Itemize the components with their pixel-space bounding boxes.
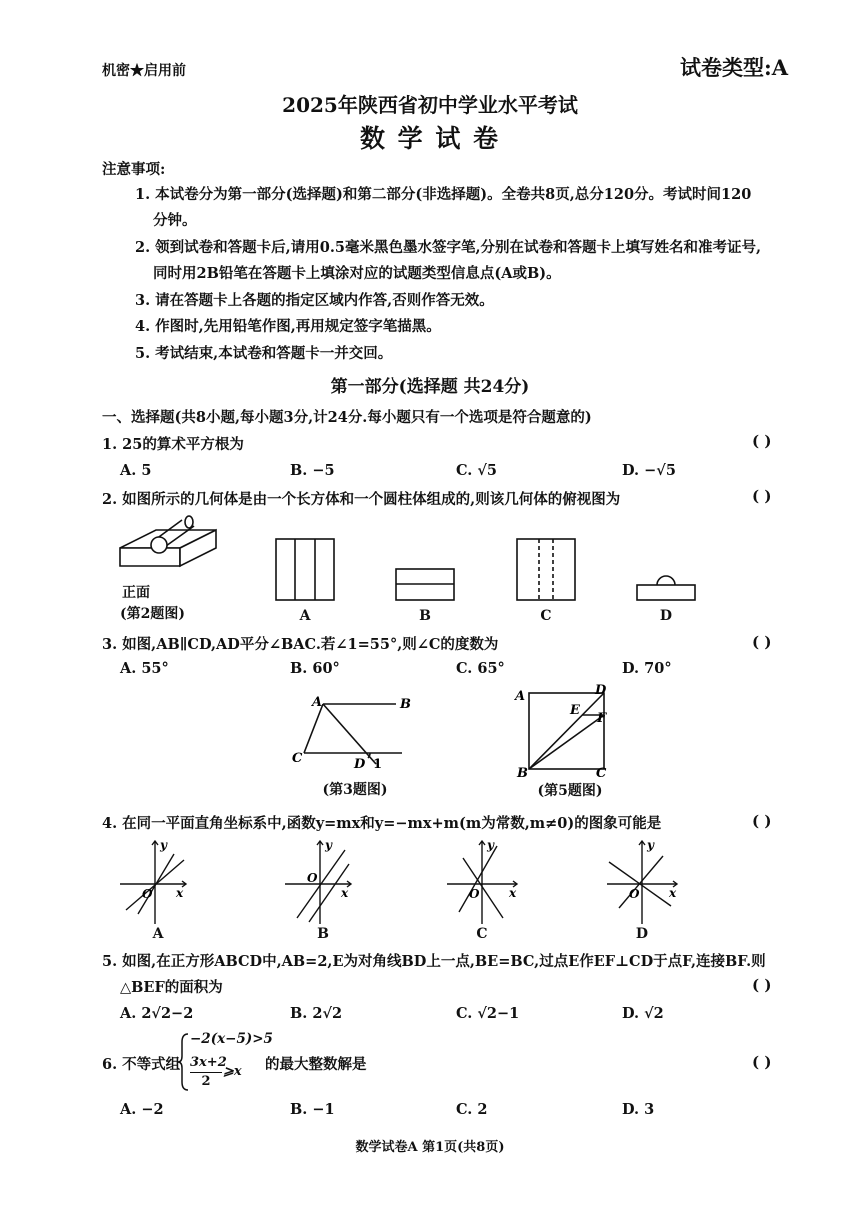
- q2-view-a: [275, 538, 335, 601]
- q5-stem-line2: △BEF的面积为: [120, 979, 223, 996]
- q4b-origin-label: O: [307, 871, 318, 885]
- q4c-x-label: x: [509, 886, 517, 900]
- q4d-origin-label: O: [629, 887, 640, 901]
- q2-view-d: [636, 566, 696, 601]
- q5-figure: [512, 684, 617, 779]
- confidential-label: 机密★启用前: [102, 63, 186, 79]
- q1-option-b: B. −5: [290, 462, 335, 479]
- q4-label-a: A: [152, 926, 164, 942]
- note-3: 3. 请在答题卡上各题的指定区域内作答,否则作答无效。: [135, 292, 494, 309]
- q3-label-c: C: [292, 751, 303, 766]
- q5-option-d: D. √2: [622, 1005, 664, 1022]
- q3-option-d: D. 70°: [622, 660, 672, 677]
- q4-stem: 4. 在同一平面直角坐标系中,函数y=mx和y=−mx+m(m为常数,m≠0)的图象可能是: [102, 815, 662, 832]
- q2-view-c: [516, 538, 576, 601]
- q6-fraction-denominator: 2: [201, 1074, 211, 1089]
- q2-label-a: A: [299, 608, 311, 624]
- q6-option-c: C. 2: [456, 1101, 488, 1118]
- q5-label-d: D: [595, 683, 607, 698]
- note-5: 5. 考试结束,本试卷和答题卡一并交回。: [135, 345, 393, 362]
- q1-stem: 1. 25的算术平方根为: [102, 436, 244, 453]
- q5-label-e: E: [570, 703, 580, 718]
- q5-label-b: B: [517, 766, 528, 781]
- section-heading: 一、选择题(共8小题,每小题3分,计24分.每小题只有一个选项是符合题意的): [102, 409, 592, 426]
- note-2: 2. 领到试卷和答题卡后,请用0.5毫米黑色墨水签字笔,分别在试卷和答题卡上填写姓名和准考证号,: [135, 239, 762, 256]
- q4-label-d: D: [635, 926, 649, 942]
- note-4: 4. 作图时,先用铅笔作图,再用规定签字笔描黑。: [135, 318, 441, 335]
- q6-inequality-1: −2(x−5)>5: [190, 1031, 273, 1047]
- q4-graph-c: [445, 836, 521, 926]
- q4a-x-label: x: [176, 886, 184, 900]
- q3-label-d: D: [354, 757, 366, 772]
- q4a-origin-label: O: [142, 887, 153, 901]
- q2-answer-paren: ( ): [752, 487, 772, 505]
- q5-stem-line1: 5. 如图,在正方形ABCD中,AB=2,E为对角线BD上一点,BE=BC,过点E作EF⊥CD于点F,连接BF.则: [102, 953, 766, 970]
- q5-option-a: A. 2√2−2: [120, 1005, 194, 1022]
- q4c-y-label: y: [487, 838, 494, 852]
- q4-graph-d: [605, 836, 681, 926]
- q4d-y-label: y: [647, 838, 654, 852]
- q3-figure-caption: (第3题图): [322, 782, 388, 798]
- q3-label-b: B: [400, 697, 411, 712]
- note-1-cont: 分钟。: [153, 212, 197, 229]
- q5-figure-caption: (第5题图): [537, 783, 603, 799]
- q5-option-c: C. √2−1: [456, 1005, 520, 1022]
- q5-label-a: A: [515, 689, 526, 704]
- q4-label-b: B: [317, 926, 329, 942]
- q3-stem: 3. 如图,AB∥CD,AD平分∠BAC.若∠1=55°,则∠C的度数为: [102, 636, 499, 653]
- q5-label-f: F: [597, 711, 607, 726]
- q6-fraction-numerator: 3x+2: [190, 1055, 227, 1070]
- q4-label-c: C: [476, 926, 488, 942]
- q3-option-b: B. 60°: [290, 660, 340, 677]
- q4-graph-a: [118, 836, 188, 926]
- q6-option-a: A. −2: [120, 1101, 164, 1118]
- q4d-x-label: x: [669, 886, 677, 900]
- q1-answer-paren: ( ): [752, 432, 772, 450]
- q6-brace: [178, 1032, 190, 1092]
- q2-label-c: C: [540, 608, 552, 624]
- q3-answer-paren: ( ): [752, 633, 772, 651]
- q2-view-b: [395, 568, 455, 601]
- q5-option-b: B. 2√2: [290, 1005, 343, 1022]
- exam-title: 2025年陕西省初中学业水平考试: [282, 93, 578, 117]
- q1-option-a: A. 5: [120, 462, 152, 479]
- q2-front-label: 正面: [122, 585, 150, 601]
- note-2-cont: 同时用2B铅笔在答题卡上填涂对应的试题类型信息点(A或B)。: [153, 265, 561, 282]
- q3-option-a: A. 55°: [120, 660, 169, 677]
- q2-stem: 2. 如图所示的几何体是由一个长方体和一个圆柱体组成的,则该几何体的俯视图为: [102, 491, 621, 508]
- q2-label-b: B: [419, 608, 431, 624]
- q6-answer-paren: ( ): [752, 1053, 772, 1071]
- paper-type: 试卷类型:A: [680, 55, 789, 80]
- q5-answer-paren: ( ): [752, 976, 772, 994]
- q6-ge-x: ⩾x: [223, 1064, 242, 1079]
- q1-option-d: D. −√5: [622, 462, 676, 479]
- q2-label-d: D: [659, 608, 673, 624]
- q6-option-d: D. 3: [622, 1101, 655, 1118]
- q2-solid-figure: [118, 510, 218, 580]
- q3-label-1: 1: [373, 757, 383, 772]
- q3-option-c: C. 65°: [456, 660, 505, 677]
- q4c-origin-label: O: [469, 887, 480, 901]
- q2-figure-caption: (第2题图): [120, 606, 185, 622]
- q6-lead: 6. 不等式组: [102, 1056, 181, 1073]
- q4-graph-b: [283, 836, 353, 926]
- q3-figure: [290, 690, 410, 775]
- page-footer: 数学试卷A 第1页(共8页): [355, 1140, 505, 1155]
- part1-title: 第一部分(选择题 共24分): [330, 377, 530, 397]
- q5-label-c: C: [596, 766, 607, 781]
- q3-label-a: A: [312, 695, 323, 710]
- q6-fraction-bar: [190, 1072, 222, 1073]
- notes-heading: 注意事项:: [102, 161, 166, 178]
- q6-option-b: B. −1: [290, 1101, 335, 1118]
- paper-subtitle: 数 学 试 卷: [359, 124, 501, 153]
- q4b-x-label: x: [341, 886, 349, 900]
- q4b-y-label: y: [325, 838, 332, 852]
- q4a-y-label: y: [160, 838, 167, 852]
- q4-answer-paren: ( ): [752, 812, 772, 830]
- q6-tail: 的最大整数解是: [265, 1056, 367, 1073]
- q1-option-c: C. √5: [456, 462, 498, 479]
- note-1: 1. 本试卷分为第一部分(选择题)和第二部分(非选择题)。全卷共8页,总分120分。考试时间120: [135, 186, 752, 203]
